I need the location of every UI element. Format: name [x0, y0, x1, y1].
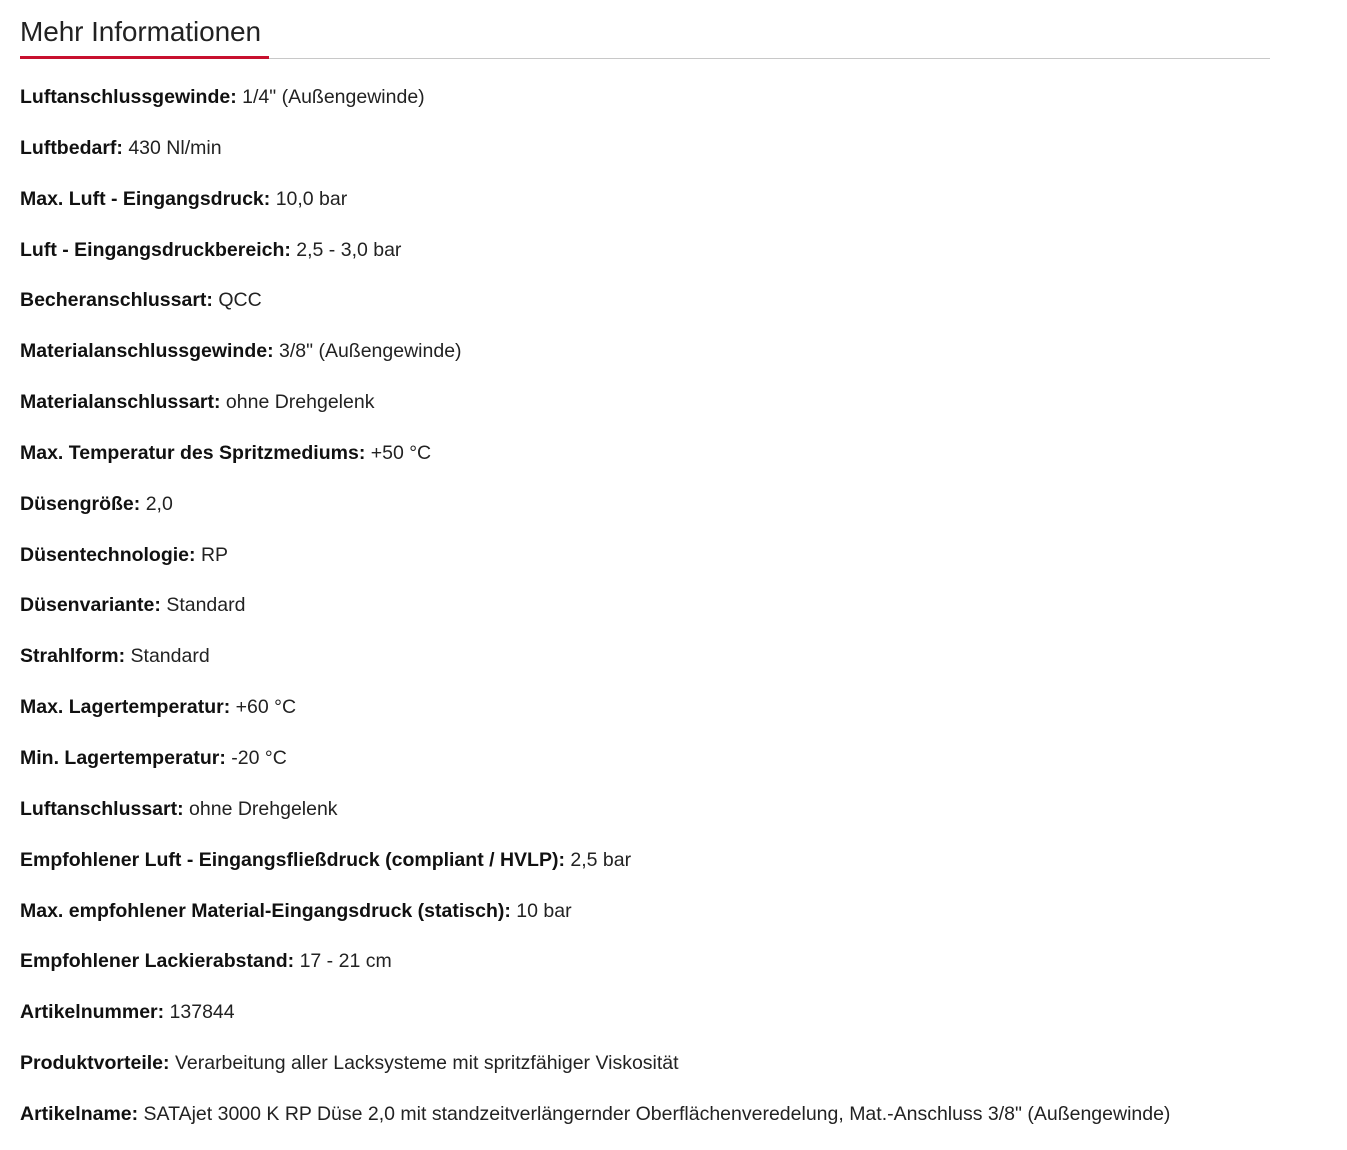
section-title-underline [20, 56, 269, 59]
spec-row-material-connection-thread [20, 336, 1270, 387]
spec-row-min-storage-temperature [20, 743, 1270, 794]
spec-row-max-medium-temperature [20, 438, 1270, 489]
spec-row-nozzle-technology [20, 540, 1270, 591]
spec-row-max-air-inlet-pressure [20, 184, 1270, 235]
spec-value: Standard [166, 594, 246, 617]
section-header [20, 0, 1270, 59]
spec-row-air-inlet-pressure-range [20, 235, 1270, 286]
spec-value: 2,5 - 3,0 bar [296, 238, 402, 261]
spec-row-article-number [20, 997, 1270, 1048]
spec-row-recommended-spray-distance [20, 946, 1270, 997]
spec-label: Empfohlener Luft - Eingangsfließdruck (compliant / HVLP): [20, 848, 565, 871]
spec-label: Düsenvariante: [20, 594, 161, 617]
spec-value: Standard [130, 645, 210, 668]
spec-label: Luftanschlussart: [20, 797, 184, 820]
spec-label: Max. Temperatur des Spritzmediums: [20, 441, 366, 464]
spec-value: 10,0 bar [275, 187, 348, 210]
spec-value: 2,0 [145, 492, 173, 515]
spec-value: 17 - 21 cm [299, 950, 392, 973]
spec-value: 2,5 bar [570, 848, 632, 871]
spec-row-nozzle-size [20, 489, 1270, 540]
spec-row-spray-pattern [20, 641, 1270, 692]
spec-list [20, 82, 1270, 1150]
section-title: Mehr Informationen [20, 16, 261, 47]
spec-row-recommended-air-flow-pressure [20, 845, 1270, 896]
spec-value: 10 bar [516, 899, 572, 922]
spec-row-max-material-inlet-pressure [20, 896, 1270, 947]
spec-label: Max. Lagertemperatur: [20, 696, 231, 719]
spec-label: Artikelnummer: [20, 1001, 165, 1024]
spec-label: Min. Lagertemperatur: [20, 746, 226, 769]
spec-value: 137844 [169, 1001, 235, 1024]
spec-row-nozzle-variant [20, 590, 1270, 641]
spec-value: 430 Nl/min [128, 136, 222, 159]
spec-label: Materialanschlussgewinde: [20, 340, 274, 363]
spec-label: Empfohlener Lackierabstand: [20, 950, 295, 973]
spec-label: Materialanschlussart: [20, 391, 221, 414]
spec-row-air-connection-thread [20, 82, 1270, 133]
spec-value: +50 °C [370, 441, 432, 464]
spec-value: ohne Drehgelenk [225, 391, 375, 414]
spec-label: Luft - Eingangsdruckbereich: [20, 238, 291, 261]
spec-row-air-consumption [20, 133, 1270, 184]
spec-value: Verarbeitung aller Lacksysteme mit spritzfähiger Viskosität [174, 1052, 679, 1075]
spec-label: Düsentechnologie: [20, 543, 196, 566]
spec-row-material-connection-type [20, 387, 1270, 438]
spec-label: Max. Luft - Eingangsdruck: [20, 187, 271, 210]
spec-label: Luftbedarf: [20, 136, 123, 159]
spec-value: RP [200, 543, 229, 566]
more-information-section [20, 0, 1270, 1125]
spec-value: -20 °C [231, 746, 287, 769]
spec-label: Strahlform: [20, 645, 126, 668]
spec-label: Produktvorteile: [20, 1052, 170, 1075]
spec-label: Max. empfohlener Material-Eingangsdruck (statisch): [20, 899, 511, 922]
spec-value: 1/4" (Außengewinde) [242, 86, 425, 108]
spec-value: 3/8" (Außengewinde) [279, 340, 462, 363]
spec-row-air-connection-type [20, 794, 1270, 845]
spec-value: QCC [218, 289, 262, 312]
spec-label: Becheranschlussart: [20, 289, 213, 312]
spec-label: Artikelname: [20, 1102, 139, 1125]
spec-label: Luftanschlussgewinde: [20, 86, 237, 108]
spec-value: ohne Drehgelenk [189, 797, 338, 820]
spec-row-article-name [20, 1099, 1270, 1150]
spec-row-max-storage-temperature [20, 692, 1270, 743]
spec-label: Düsengröße: [20, 492, 141, 515]
spec-row-cup-connection-type [20, 285, 1270, 336]
spec-row-product-benefits [20, 1048, 1270, 1099]
spec-value: SATAjet 3000 K RP Düse 2,0 mit standzeitverlängernder Oberflächenveredelung, Mat.-Anschluss 3/8" (Außengewinde) [143, 1102, 1171, 1125]
spec-value: +60 °C [235, 696, 297, 719]
